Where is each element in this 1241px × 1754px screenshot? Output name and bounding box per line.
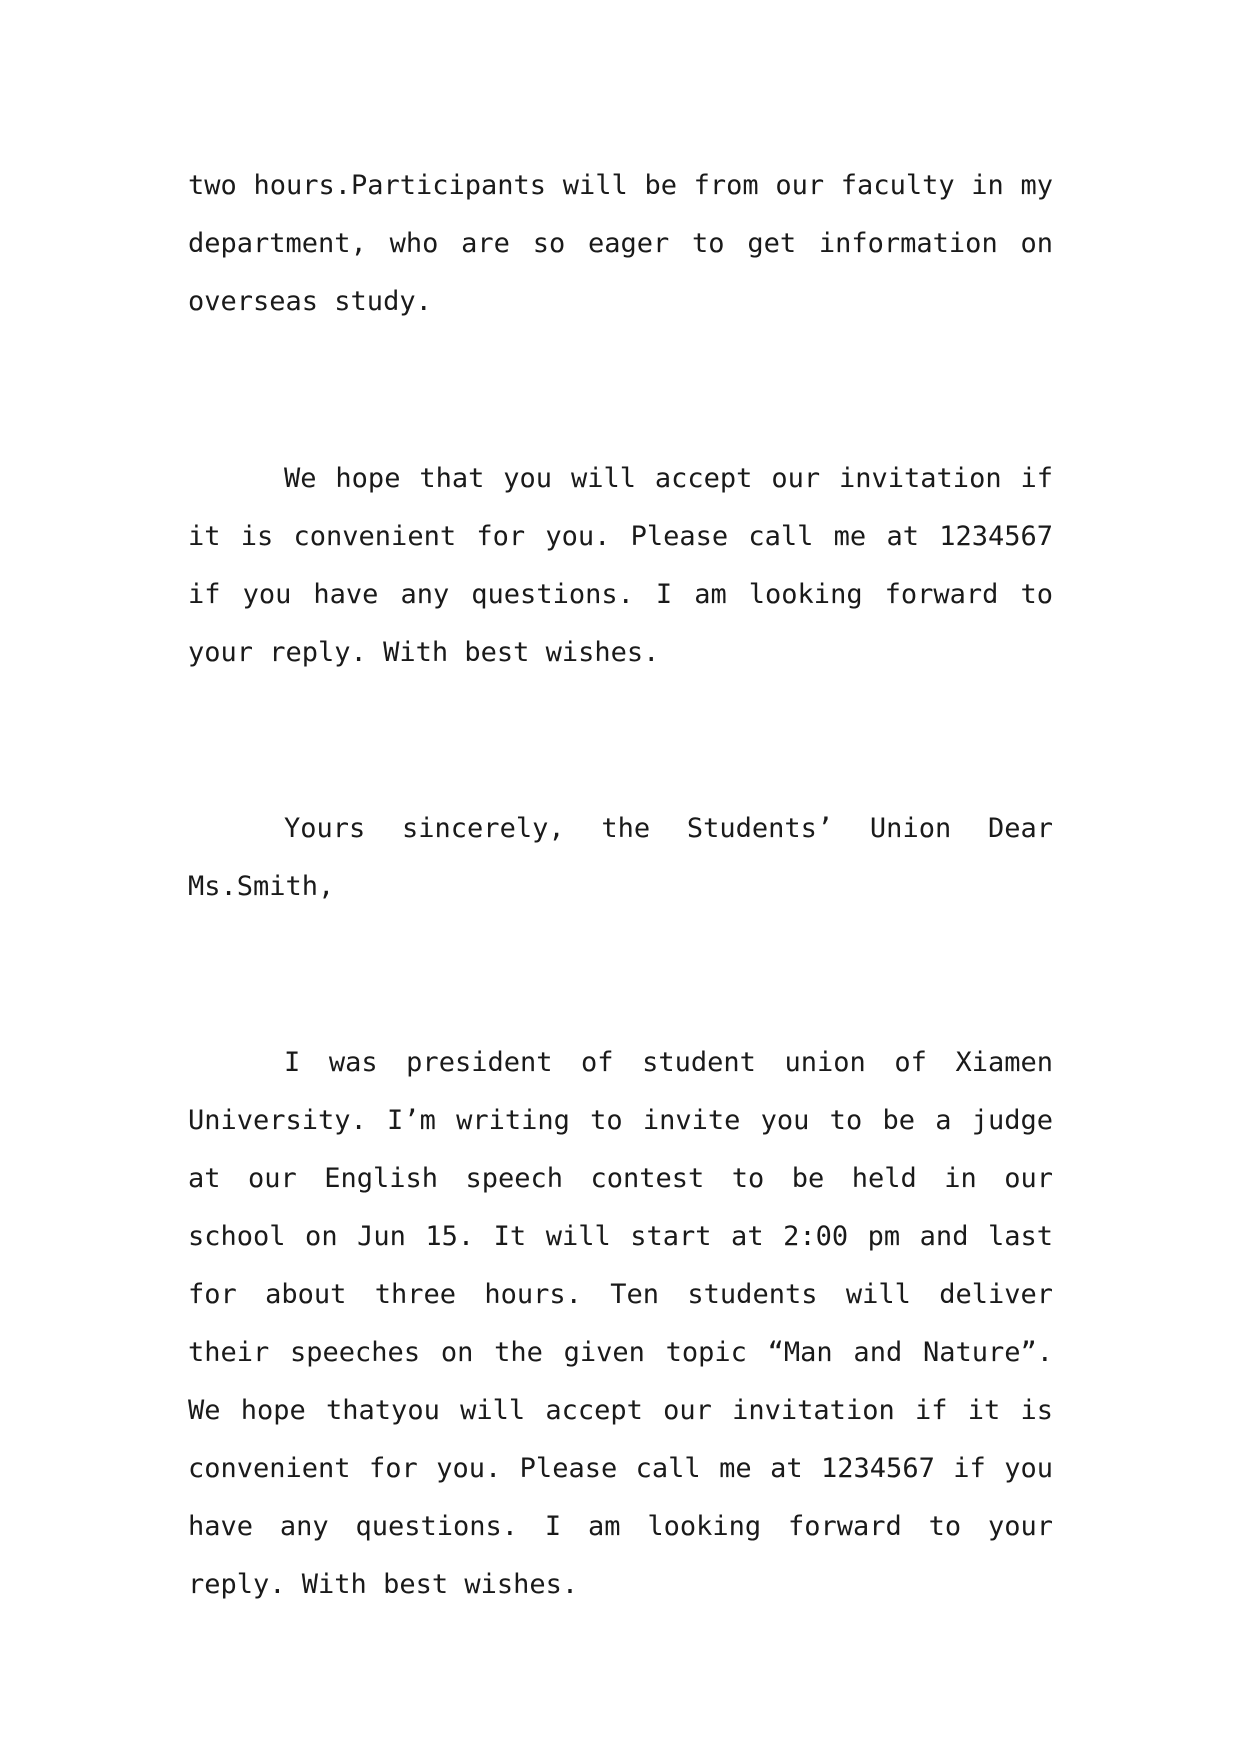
paragraph-invitation-closing: We hope that you will accept our invitation if it is convenient for you. Please call me at 1234567 if you have any questions. I am looking forward to your reply. With best wishes. bbox=[188, 463, 1053, 668]
paragraph-continuation: two hours.Participants will be from our faculty in my department, who are so eager to get information on overseas study. bbox=[188, 170, 1053, 317]
paragraph-signature-salutation: Yours sincerely, the Students’ Union Dear Ms.Smith, bbox=[188, 813, 1053, 902]
paragraph-letter-body: I was president of student union of Xiamen University. I’m writing to invite you to be a judge at our English speech contest to be held in our school on Jun 15. It will start at 2:00 pm and last for about three hours. Ten students will deliver their speeches on the given topic “Man and Nature”. We hope thatyou will accept our invitation if it is convenient for you. Please call me at 1234567 if you have any questions. I am looking forward to your reply. With best wishes. bbox=[188, 1047, 1053, 1600]
